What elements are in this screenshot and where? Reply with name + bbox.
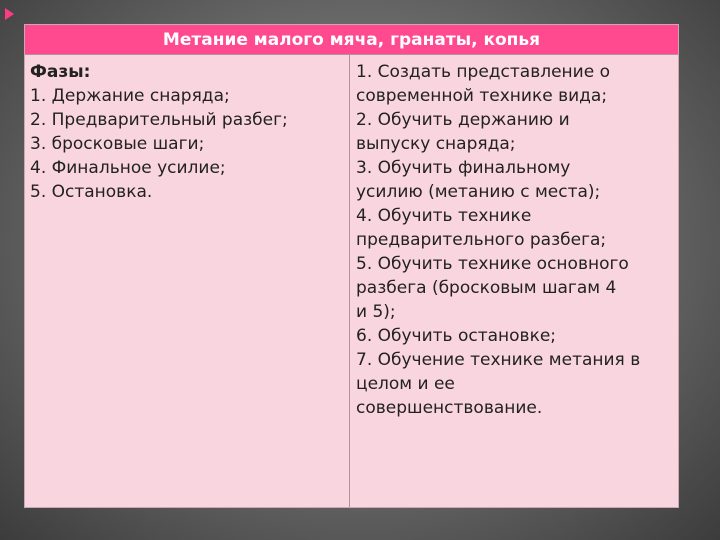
task-line: 5. Обучить технике основного [356,254,629,274]
phase-item: 1. Держание снаряда; [30,86,230,106]
task-line: целом и ее [356,374,455,394]
task-line: разбега (бросковым шагам 4 [356,278,617,298]
tasks-column [356,60,674,420]
task-line: усилию (метанию с места); [356,182,601,202]
phase-item: 2. Предварительный разбег; [30,110,288,130]
slide-title: Метание малого мяча, гранаты, копья [162,30,541,50]
phases-column [30,60,342,204]
task-line: современной технике вида; [356,86,608,106]
task-line: 6. Обучить остановке; [356,326,557,346]
task-line: 7. Обучение технике метания в [356,350,641,370]
triangle-bullet-icon [5,8,14,20]
task-line: 1. Создать представление о [356,62,610,82]
task-line: выпуску снаряда; [356,134,516,154]
phase-item: 3. бросковые шаги; [30,134,205,154]
column-divider [349,55,350,507]
task-line: 3. Обучить финальному [356,158,571,178]
phases-heading: Фазы: [30,62,91,82]
table-header-row [25,25,678,55]
phase-item: 4. Финальное усилие; [30,158,226,178]
phase-item: 5. Остановка. [30,182,153,202]
task-line: 4. Обучить технике [356,206,532,226]
task-line: предварительного разбега; [356,230,607,250]
task-line: и 5); [356,302,396,322]
content-table [24,24,679,508]
task-line: 2. Обучить держанию и [356,110,570,130]
task-line: совершенствование. [356,398,543,418]
